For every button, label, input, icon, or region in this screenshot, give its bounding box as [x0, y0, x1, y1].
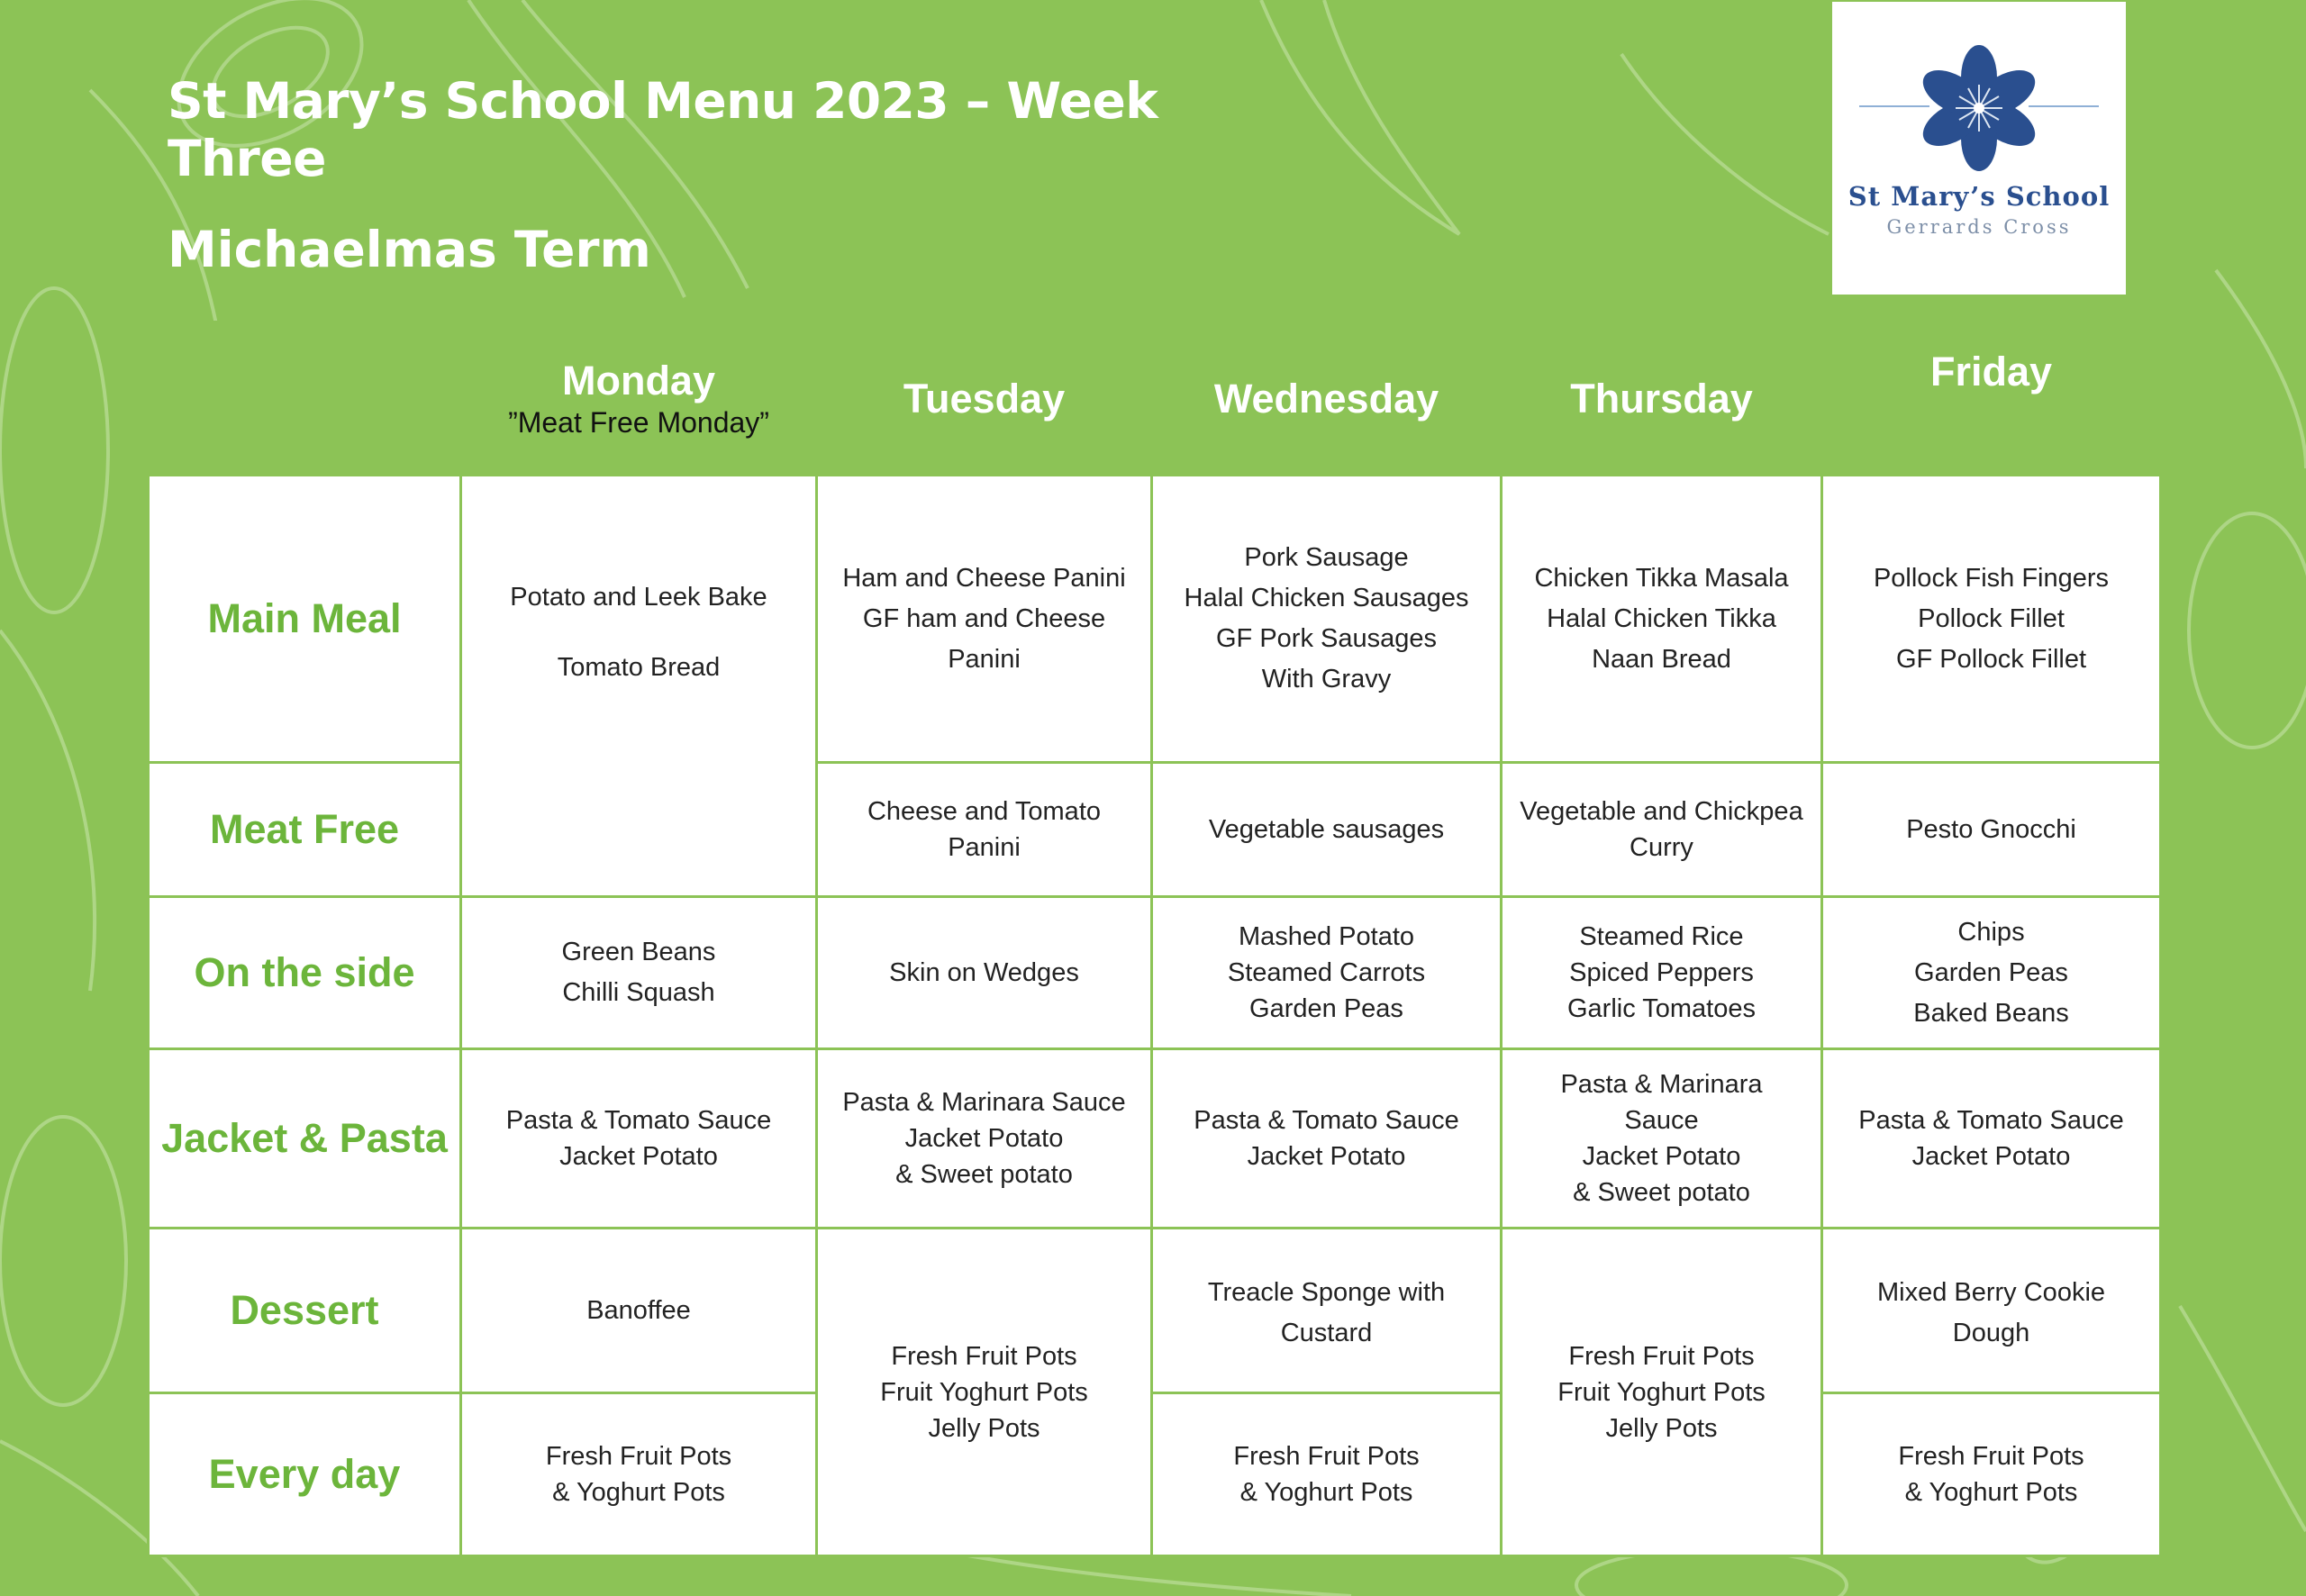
menu-item: Green Beans	[561, 938, 716, 966]
day-name: Friday	[1929, 349, 2053, 394]
menu-item: With Gravy	[1261, 665, 1392, 694]
menu-item: Baked Beans	[1913, 998, 2069, 1028]
day-header-wednesday	[1152, 322, 1502, 476]
menu-cell-tuesday-dessert-everyday	[817, 1229, 1152, 1556]
menu-item: Banoffee	[586, 1296, 691, 1325]
menu-cell-thursday-side	[1502, 897, 1822, 1049]
menu-item: Pasta & Tomato Sauce	[1858, 1106, 2124, 1135]
corner-cell	[149, 322, 461, 476]
menu-item: Fruit Yoghurt Pots	[880, 1377, 1088, 1407]
menu-item: & Yoghurt Pots	[1904, 1478, 2078, 1507]
menu-cell-wednesday-side	[1152, 897, 1502, 1049]
menu-item: Jelly Pots	[1605, 1413, 1718, 1443]
menu-cell-monday-dessert	[461, 1229, 817, 1393]
menu-cell-tuesday-side	[817, 897, 1152, 1049]
day-name: Tuesday	[903, 375, 1066, 422]
menu-cell-monday-everyday	[461, 1393, 817, 1556]
menu-cell-tuesday-meatfree	[817, 763, 1152, 897]
day-header-monday	[461, 322, 817, 476]
menu-item: Curry	[1630, 833, 1693, 862]
menu-item: Steamed Carrots	[1227, 958, 1426, 987]
menu-item: Fresh Fruit Pots	[1233, 1442, 1420, 1471]
menu-item: Pasta & Tomato Sauce	[1194, 1106, 1459, 1135]
menu-item: Pasta & Marinara	[1560, 1070, 1763, 1099]
menu-item: Mashed Potato	[1238, 922, 1415, 951]
menu-item: & Sweet potato	[895, 1160, 1073, 1189]
menu-item: Potato and Leek Bake	[510, 582, 767, 612]
menu-item: Jacket Potato	[1247, 1142, 1406, 1171]
menu-item: Ham and Cheese Panini	[842, 563, 1126, 593]
menu-cell-wednesday-main	[1152, 476, 1502, 763]
row-label-main-meal: Main Meal	[149, 476, 461, 763]
flower-emblem-icon	[1832, 2, 2126, 182]
menu-cell-monday-main	[461, 476, 817, 897]
day-name: Wednesday	[1213, 375, 1439, 422]
menu-item: Garlic Tomatoes	[1567, 994, 1756, 1023]
menu-item: Halal Chicken Tikka	[1547, 603, 1776, 633]
menu-item: Vegetable and Chickpea	[1520, 797, 1803, 826]
menu-item: Fresh Fruit Pots	[545, 1442, 732, 1471]
menu-cell-wednesday-jacket	[1152, 1049, 1502, 1229]
row-label-dessert: Dessert	[149, 1229, 461, 1393]
menu-item: & Yoghurt Pots	[552, 1478, 725, 1507]
day-note: ”Meat Free Monday”	[508, 405, 769, 439]
menu-cell-wednesday-everyday	[1152, 1393, 1502, 1556]
menu-cell-thursday-meatfree	[1502, 763, 1822, 897]
menu-item: Fresh Fruit Pots	[1898, 1442, 2084, 1471]
menu-item: Jacket Potato	[904, 1124, 1064, 1153]
menu-item: Fresh Fruit Pots	[891, 1341, 1077, 1371]
row-label-every-day: Every day	[149, 1393, 461, 1556]
menu-item: Pork Sausage	[1244, 543, 1409, 572]
menu-item: Dough	[1952, 1319, 2030, 1347]
row-label-on-the-side: On the side	[149, 897, 461, 1049]
menu-item: Skin on Wedges	[889, 958, 1079, 987]
menu-cell-monday-side	[461, 897, 817, 1049]
menu-item: Fruit Yoghurt Pots	[1557, 1377, 1766, 1407]
menu-item: Pasta & Tomato Sauce	[505, 1106, 772, 1135]
menu-item: Jelly Pots	[928, 1413, 1040, 1443]
day-header-tuesday	[817, 322, 1152, 476]
menu-item: Jacket Potato	[1911, 1142, 2071, 1171]
menu-cell-thursday-main	[1502, 476, 1822, 763]
table-row	[149, 1049, 2161, 1229]
school-logo	[1832, 2, 2126, 295]
menu-item: Steamed Rice	[1579, 922, 1744, 951]
row-label-jacket-pasta: Jacket & Pasta	[149, 1049, 461, 1229]
page-title: St Mary’s School Menu 2023 – Week Three	[168, 72, 1158, 187]
menu-item: Panini	[948, 644, 1021, 674]
menu-item: Spiced Peppers	[1569, 958, 1754, 987]
menu-item: Chips	[1957, 917, 2025, 947]
menu-cell-wednesday-dessert	[1152, 1229, 1502, 1393]
menu-cell-friday-meatfree	[1822, 763, 2161, 897]
menu-item: Chilli Squash	[562, 978, 715, 1007]
menu-item: Halal Chicken Sausages	[1184, 584, 1469, 612]
menu-cell-friday-main	[1822, 476, 2161, 763]
menu-item: GF Pork Sausages	[1216, 624, 1437, 653]
menu-item: Mixed Berry Cookie	[1876, 1278, 2106, 1307]
menu-cell-friday-side	[1822, 897, 2161, 1049]
menu-item: Pollock Fish Fingers	[1873, 563, 2110, 593]
logo-location: Gerrards Cross	[1886, 216, 2072, 238]
day-header-friday	[1822, 322, 2161, 476]
day-name: Monday	[561, 357, 715, 404]
menu-item: Cheese and Tomato	[867, 797, 1102, 826]
term-subtitle: Michaelmas Term	[168, 221, 651, 278]
menu-item: Custard	[1280, 1319, 1373, 1347]
menu-cell-monday-jacket	[461, 1049, 817, 1229]
day-header-thursday	[1502, 322, 1822, 476]
menu-cell-wednesday-meatfree	[1152, 763, 1502, 897]
menu-item: Naan Bread	[1592, 644, 1731, 674]
menu-item: Pesto Gnocchi	[1906, 815, 2076, 844]
menu-item: Garden Peas	[1914, 957, 2068, 987]
menu-item: Fresh Fruit Pots	[1568, 1341, 1755, 1371]
table-row	[149, 763, 2161, 897]
menu-cell-thursday-jacket	[1502, 1049, 1822, 1229]
table-row	[149, 476, 2161, 763]
menu-cell-friday-jacket	[1822, 1049, 2161, 1229]
row-label-meat-free: Meat Free	[149, 763, 461, 897]
menu-item: GF ham and Cheese	[862, 603, 1106, 633]
menu-item: Pasta & Marinara Sauce	[842, 1088, 1126, 1117]
menu-cell-friday-everyday	[1822, 1393, 2161, 1556]
menu-item: Chicken Tikka Masala	[1534, 563, 1789, 593]
menu-item: Jacket Potato	[1582, 1142, 1741, 1171]
menu-cell-friday-dessert	[1822, 1229, 2161, 1393]
weekly-menu-table	[147, 321, 2162, 1557]
header-row	[149, 322, 2161, 476]
menu-item: GF Pollock Fillet	[1895, 644, 2087, 674]
menu-item: & Yoghurt Pots	[1239, 1478, 1413, 1507]
logo-school-name: St Mary’s School	[1848, 181, 2111, 212]
table-row	[149, 897, 2161, 1049]
menu-item: & Sweet potato	[1573, 1178, 1750, 1207]
menu-item: Treacle Sponge with	[1207, 1278, 1446, 1307]
menu-item: Panini	[948, 833, 1021, 862]
menu-item: Sauce	[1624, 1106, 1699, 1135]
table-row	[149, 1393, 2161, 1556]
menu-item: Pollock Fillet	[1918, 603, 2065, 633]
day-name: Thursday	[1570, 375, 1753, 422]
menu-cell-thursday-dessert-everyday	[1502, 1229, 1822, 1556]
table-row	[149, 1229, 2161, 1393]
menu-cell-tuesday-main	[817, 476, 1152, 763]
menu-item: Garden Peas	[1249, 994, 1403, 1023]
menu-item: Jacket Potato	[559, 1142, 718, 1171]
menu-item: Tomato Bread	[557, 652, 721, 682]
menu-item: Vegetable sausages	[1208, 815, 1445, 844]
menu-cell-tuesday-jacket	[817, 1049, 1152, 1229]
